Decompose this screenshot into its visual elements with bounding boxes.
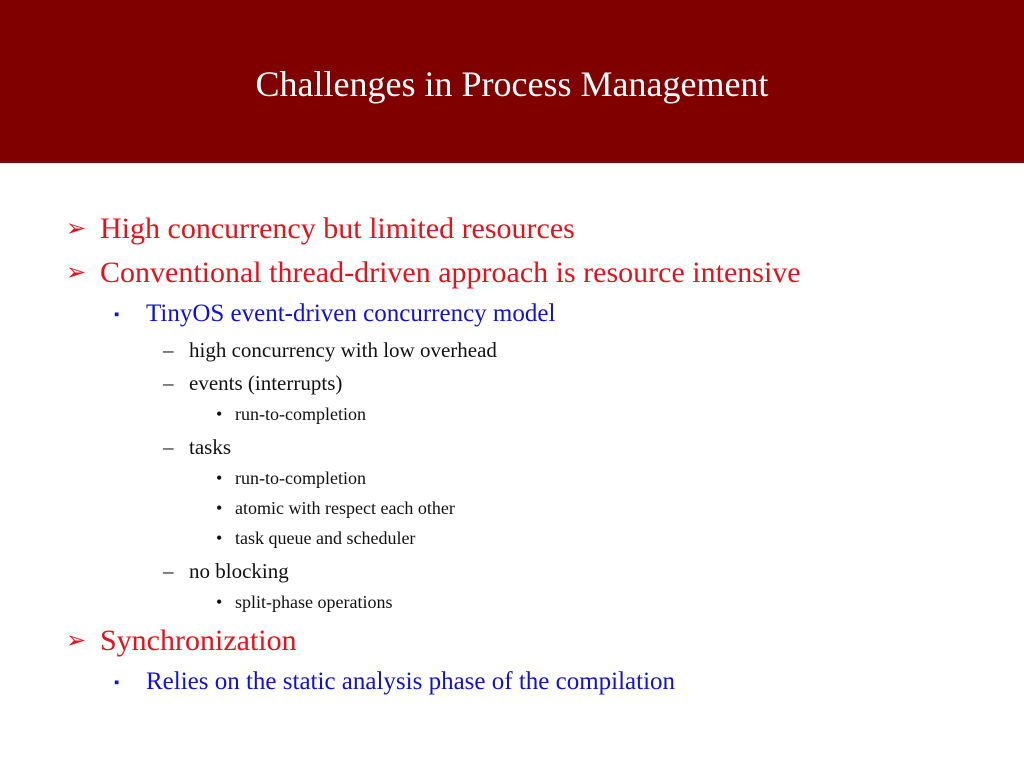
bullet-text: Relies on the static analysis phase of the compilation — [146, 668, 676, 695]
bullet-text: tasks — [189, 435, 231, 459]
bullet-text: split-phase operations — [235, 592, 393, 612]
dot-bullet-icon: • — [216, 498, 223, 518]
dash-bullet-icon: – — [163, 435, 174, 459]
title-bar — [0, 0, 1024, 163]
bullet-text: events (interrupts) — [189, 371, 343, 395]
bullet-text: Synchronization — [100, 624, 297, 657]
dash-bullet-icon: – — [163, 559, 174, 583]
bullet-text: run-to-completion — [235, 404, 366, 424]
dot-bullet-icon: • — [216, 528, 223, 548]
dot-bullet-icon: • — [216, 592, 223, 612]
arrow-bullet-icon: ➢ — [66, 216, 87, 242]
dot-bullet-icon: • — [216, 468, 223, 488]
square-bullet-icon: ▪ — [114, 307, 120, 323]
arrow-bullet-icon: ➢ — [66, 628, 87, 654]
bullet-text: no blocking — [189, 559, 289, 583]
dot-bullet-icon: • — [216, 404, 223, 424]
dash-bullet-icon: – — [163, 338, 174, 362]
slide-title: Challenges in Process Management — [255, 64, 769, 104]
bullet-text: atomic with respect each other — [235, 498, 455, 518]
bullet-text: high concurrency with low overhead — [189, 338, 497, 362]
bullet-text: task queue and scheduler — [235, 528, 416, 548]
bullet-text: High concurrency but limited resources — [100, 212, 575, 245]
square-bullet-icon: ▪ — [114, 675, 120, 691]
bullet-text: TinyOS event-driven concurrency model — [146, 300, 556, 327]
arrow-bullet-icon: ➢ — [66, 260, 87, 286]
bullet-text: Conventional thread-driven approach is resource intensive — [100, 256, 801, 289]
dash-bullet-icon: – — [163, 371, 174, 395]
bullet-text: run-to-completion — [235, 468, 366, 488]
